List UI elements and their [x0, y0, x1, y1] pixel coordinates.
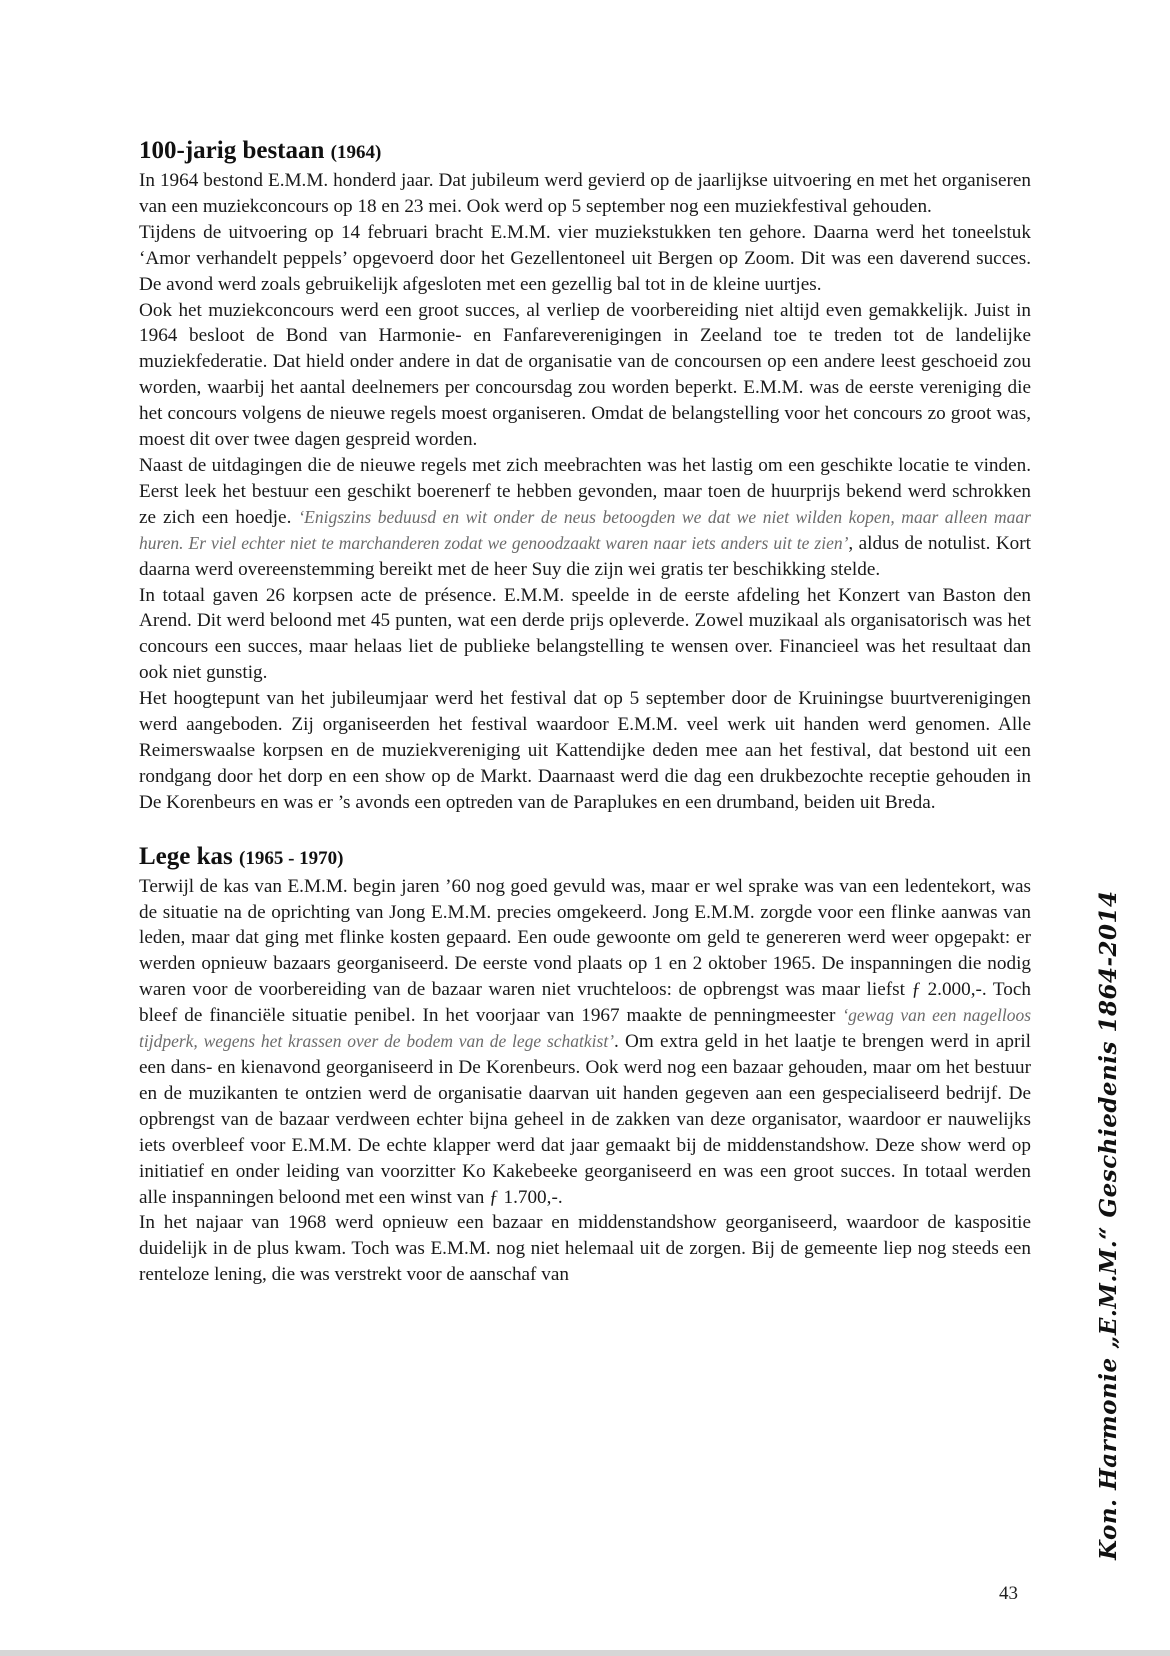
- paragraph: [139, 1210, 1031, 1288]
- paragraph: [139, 298, 1031, 453]
- section-lege-kas: [139, 842, 1031, 1289]
- section-body: [139, 168, 1031, 816]
- side-running-title: Kon. Harmonie „E.M.M.“ Geschiedenis 1864-2014: [1095, 890, 1122, 1560]
- page-bottom-edge: [0, 1650, 1170, 1656]
- body-text: In het najaar van 1968 werd opnieuw een bazaar en middenstandshow georganiseerd, waardoor de kaspositie duidelijk in de plus kwam. Toch was E.M.M. nog niet helemaal uit de zorgen. Bij de gemeente liep nog steeds een renteloze lening, die was verstrekt voor de aanschaf van: [139, 1212, 1031, 1286]
- heading-years: (1964): [330, 142, 382, 163]
- paragraph: [139, 453, 1031, 583]
- heading-text: 100-jarig bestaan: [139, 137, 325, 164]
- paragraph: [139, 220, 1031, 298]
- section-100-jarig-bestaan: [139, 136, 1031, 816]
- section-heading: [139, 136, 1031, 168]
- section-body: [139, 874, 1031, 1289]
- body-text: In 1964 bestond E.M.M. honderd jaar. Dat jubileum werd gevierd op de jaarlijkse uitvoering en met het organiseren van een muziekconcours op 18 en 23 mei. Ook werd op 5 september nog een muziekfestival gehouden.: [139, 170, 1031, 217]
- quote-text: ‘gewag van een nagelloos tijdperk, wegens het krassen over de bodem van de lege schatkist’: [139, 1005, 1031, 1052]
- paragraph: [139, 168, 1031, 220]
- body-text: In totaal gaven 26 korpsen acte de présence. E.M.M. speelde in de eerste afdeling het Konzert van Baston den Arend. Dit werd beloond met 45 punten, wat een derde prijs opleverde. Zowel muzikaal als organisatorisch was het concours een succes, maar helaas liet de publieke belangstelling te wensen over. Financieel was het resultaat dan ook niet gunstig.: [139, 584, 1031, 684]
- paragraph: [139, 686, 1031, 816]
- page-content: [139, 136, 1031, 1288]
- paragraph: [139, 583, 1031, 687]
- body-text: . Om extra geld in het laatje te brengen werd in april een dans- en kienavond georganiseerd in De Korenbeurs. Ook werd nog een bazaar gehouden, maar om het bestuur en de muzikanten te ontzien werd de organisatie daarvan uit handen gegeven aan een gespecialiseerd bedrijf. De opbrengst van de bazaar verdween echter bijna geheel in de zakken van deze organisator, waardoor er nauwelijks iets overbleef voor E.M.M. De echte klapper werd dat jaar gemaakt bij de middenstandshow. Deze show werd op initiatief en onder leiding van voorzitter Ko Kakebeeke georganiseerd en was een groot succes. In totaal werden alle inspanningen beloond met een winst van ƒ 1.700,-.: [139, 1031, 1031, 1208]
- quote-text: ‘Enigszins beduusd en wit onder de neus betoogden we dat we niet wilden kopen, maar alleen maar huren. Er viel echter niet te marchanderen zodat we genoodzaakt waren naar iets anders uit te zien’: [139, 506, 1031, 553]
- paragraph: [139, 874, 1031, 1211]
- page-number: 43: [999, 1583, 1018, 1604]
- body-text: Het hoogtepunt van het jubileumjaar werd het festival dat op 5 september door de Kruiningse buurtverenigingen werd aangeboden. Zij organiseerden het festival waardoor E.M.M. veel werk uit handen werd genomen. Alle Reimerswaalse korpsen en de muziekvereniging uit Kattendijke deden mee aan het festival, dat bestond uit een rondgang door het dorp en een show op de Markt. Daarnaast werd die dag een drukbezochte receptie gehouden in De Korenbeurs en was er ’s avonds een optreden van de Paraplukes en een drumband, beiden uit Breda.: [139, 688, 1031, 813]
- heading-text: Lege kas: [139, 842, 233, 870]
- body-text: , aldus de notulist. Kort daarna werd overeenstemming bereikt met de heer Suy die zijn wei gratis ter beschikking stelde.: [139, 532, 1031, 580]
- heading-years: (1965 - 1970): [239, 847, 344, 869]
- body-text: Terwijl de kas van E.M.M. begin jaren ’60 nog goed gevuld was, maar er wel sprake was van een ledentekort, was de situatie na de oprichting van Jong E.M.M. precies omgekeerd. Jong E.M.M. zorgde voor een flinke aanwas van leden, maar dat ging met flinke kosten gepaard. Een oude gewoonte om geld te genereren werd weer opgepakt: er werden opnieuw bazaars georganiseerd. De eerste vond plaats op 1 en 2 oktober 1965. De inspanningen die nodig waren voor de voorbereiding van de bazaar waren niet vruchteloos: de opbrengst was maar liefst ƒ 2.000,-. Toch bleef de financiële situatie penibel. In het voorjaar van 1967 maakte de penningmeester: [139, 875, 1031, 1027]
- section-heading: [139, 842, 1031, 874]
- body-text: Ook het muziekconcours werd een groot succes, al verliep de voorbereiding niet altijd even gemakkelijk. Juist in 1964 besloot de Bond van Harmonie- en Fanfareverenigingen in Zeeland toe te treden tot de landelijke muziekfederatie. Dat hield onder andere in dat de organisatie van de concoursen op een andere leest geschoeid zou worden, waarbij het aantal deelnemers per concoursdag zou worden beperkt. E.M.M. was de eerste vereniging die het concours volgens de nieuwe regels moest organiseren. Omdat de belangstelling voor het concours zo groot was, moest dit over twee dagen gespreid worden.: [139, 299, 1031, 451]
- body-text: Naast de uitdagingen die de nieuwe regels met zich meebrachten was het lastig om een geschikte locatie te vinden. Eerst leek het bestuur een geschikt boerenerf te hebben gevonden, maar toen de huurprijs bekend werd schrokken ze zich een hoedje.: [139, 454, 1031, 528]
- body-text: Tijdens de uitvoering op 14 februari bracht E.M.M. vier muziekstukken ten gehore. Daarna werd het toneelstuk ‘Amor verhandelt peppels’ opgevoerd door het Gezellentoneel uit Bergen op Zoom. Dit was een daverend succes. De avond werd zoals gebruikelijk afgesloten met een gezellig bal tot in de kleine uurtjes.: [139, 221, 1031, 295]
